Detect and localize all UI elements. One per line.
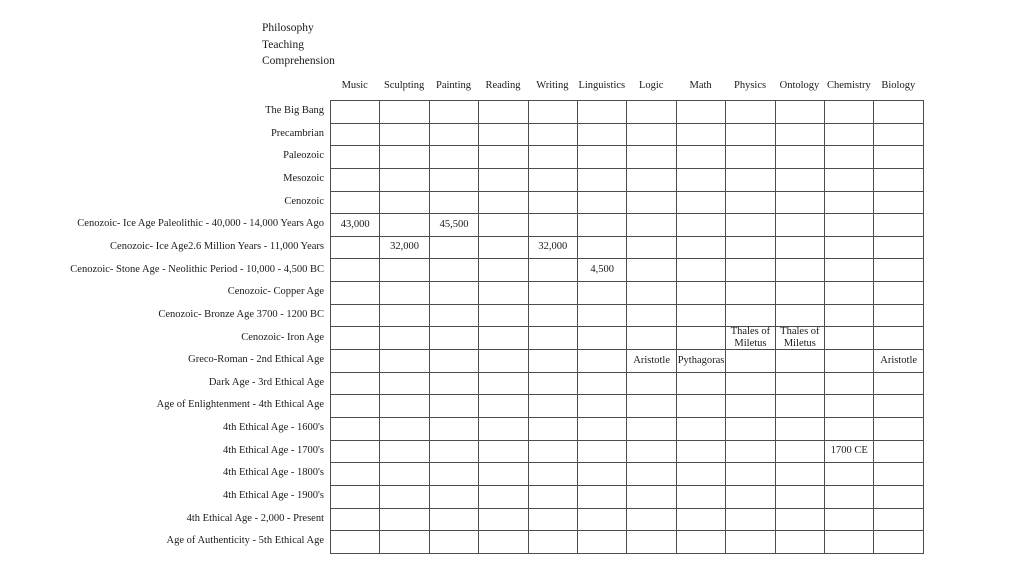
grid-cell [578,101,627,124]
grid-cell [578,350,627,373]
row-label: 4th Ethical Age - 1900's [222,490,324,502]
grid-cell [479,192,528,215]
grid-cell [331,169,380,192]
grid-cell [677,509,726,532]
grid-cell [479,509,528,532]
grid-cell [430,101,479,124]
grid-cell [380,463,429,486]
grid-cell [331,305,380,328]
grid-cell [529,146,578,169]
grid-cell [776,373,825,396]
grid-cell [430,282,479,305]
grid-cell [578,214,627,237]
grid-cell [627,418,676,441]
row-label: Cenozoic- Ice Age2.6 Million Years - 11,000 Years [110,240,324,252]
grid-cell [331,531,380,554]
grid-cell [529,418,578,441]
grid-cell [677,259,726,282]
grid-cell [380,192,429,215]
grid-cell [825,373,874,396]
grid-cell [627,305,676,328]
grid-cell [776,350,825,373]
grid-cell [529,305,578,328]
grid-cell [380,146,429,169]
grid [330,100,924,554]
grid-cell [627,237,676,260]
grid-cell [578,282,627,305]
column-header: Music [341,80,368,91]
grid-cell [479,350,528,373]
grid-cell [380,169,429,192]
grid-cell [825,214,874,237]
grid-cell [677,192,726,215]
grid-cell [578,146,627,169]
grid-cell [874,237,923,260]
grid-cell [331,418,380,441]
grid-cell [874,214,923,237]
grid-cell [529,192,578,215]
grid-cell [874,146,923,169]
column-header: Biology [881,80,916,91]
grid-cell [726,486,775,509]
grid-cell [430,418,479,441]
grid-cell [529,463,578,486]
grid-cell [578,169,627,192]
grid-cell [825,259,874,282]
grid-cell [825,463,874,486]
grid-cell [578,509,627,532]
grid-cell [430,463,479,486]
grid-cell [529,214,578,237]
grid-cell [578,305,627,328]
grid-cell [578,192,627,215]
grid-cell [726,192,775,215]
grid-cell [430,395,479,418]
grid-cell [627,169,676,192]
grid-cell [479,327,528,350]
row-label: 4th Ethical Age - 1800's [222,467,324,479]
grid-cell [331,146,380,169]
grid-cell [380,486,429,509]
grid-cell [627,509,676,532]
grid-cell [776,214,825,237]
grid-cell [430,237,479,260]
grid-cell [825,531,874,554]
grid-cell [380,441,429,464]
grid-cell [627,463,676,486]
grid-cell [529,282,578,305]
grid-cell [726,509,775,532]
grid-cell [776,146,825,169]
grid-cell [479,101,528,124]
grid-cell [726,463,775,486]
row-label: 4th Ethical Age - 1700's [222,444,324,456]
grid-cell [479,282,528,305]
grid-cell [874,531,923,554]
grid-cell [726,373,775,396]
grid-cell [430,373,479,396]
grid-cell [726,214,775,237]
row-label: Greco-Roman - 2nd Ethical Age [188,354,324,366]
grid-cell [331,486,380,509]
grid-cell: 32,000 [380,237,429,260]
grid-cell [529,169,578,192]
grid-cell [825,350,874,373]
grid-cell [479,373,528,396]
column-header: Logic [638,80,664,91]
grid-cell [776,486,825,509]
grid-cell [677,486,726,509]
grid-cell [874,418,923,441]
grid-cell [825,237,874,260]
grid-cell: Aristotle [874,350,923,373]
grid-cell [726,169,775,192]
grid-cell [776,192,825,215]
grid-cell [825,509,874,532]
row-label: 4th Ethical Age - 2,000 - Present [186,512,324,524]
grid-cell [529,327,578,350]
grid-cell [825,327,874,350]
grid-cell [331,124,380,147]
grid-cell [726,146,775,169]
grid-cell [380,395,429,418]
grid-cell [825,146,874,169]
grid-cell [825,192,874,215]
grid-cell [479,146,528,169]
column-header: Math [689,80,712,91]
grid-cell [430,509,479,532]
grid-cell [430,486,479,509]
grid-cell [331,373,380,396]
grid-cell: 1700 CE [825,441,874,464]
grid-cell: Thales of Miletus [776,327,825,350]
grid-cell [331,350,380,373]
grid-cell [677,282,726,305]
grid-cell [874,124,923,147]
grid-cell [776,418,825,441]
grid-cell [479,395,528,418]
grid-cell [331,192,380,215]
grid-cell [677,441,726,464]
row-label: The Big Bang [265,105,324,116]
grid-cell [380,305,429,328]
grid-cell [578,463,627,486]
row-label: Precambrian [270,127,324,139]
grid-cell [578,373,627,396]
grid-cell [479,169,528,192]
grid-cell [529,259,578,282]
grid-cell [578,441,627,464]
grid-cell [776,509,825,532]
grid-cell [578,395,627,418]
grid-cell [677,418,726,441]
grid-cell [380,350,429,373]
grid-cell [479,214,528,237]
grid-cell: 43,000 [331,214,380,237]
grid-cell [430,531,479,554]
grid-cell [430,146,479,169]
grid-cell [726,282,775,305]
grid-cell [479,259,528,282]
grid-cell [430,350,479,373]
grid-cell [677,305,726,328]
grid-cell [380,509,429,532]
grid-cell [825,124,874,147]
grid-cell [627,486,676,509]
grid-cell [430,259,479,282]
grid-cell [726,531,775,554]
grid-cell [825,418,874,441]
grid-cell [874,305,923,328]
grid-cell [627,531,676,554]
grid-cell [825,486,874,509]
grid-cell [874,169,923,192]
row-label: 4th Ethical Age - 1600's [222,422,324,434]
grid-cell [430,441,479,464]
row-label: Age of Enlightenment - 4th Ethical Age [156,399,324,411]
grid-cell [430,124,479,147]
grid-cell [776,441,825,464]
grid-cell [430,169,479,192]
grid-cell [331,327,380,350]
grid-cell [825,282,874,305]
grid-cell [529,531,578,554]
grid-cell [776,259,825,282]
grid-cell [776,282,825,305]
grid-cell [331,441,380,464]
grid-cell [874,327,923,350]
grid-cell [874,395,923,418]
title-line-comprehension: Comprehension [262,55,335,67]
grid-cell [776,531,825,554]
grid-cell [825,101,874,124]
grid-cell [529,350,578,373]
page-title [262,20,335,70]
grid-cell [529,441,578,464]
grid-cell [874,259,923,282]
grid-cell [874,101,923,124]
grid-cell [529,509,578,532]
grid-cell [479,486,528,509]
grid-cell: 45,500 [430,214,479,237]
column-header: Reading [485,80,521,91]
grid-cell [677,237,726,260]
grid-cell [677,373,726,396]
grid-cell [776,101,825,124]
grid-cell [578,418,627,441]
row-label: Cenozoic- Copper Age [227,286,324,298]
grid-cell [578,124,627,147]
grid-cell [380,259,429,282]
grid-cell [677,146,726,169]
grid-cell [529,101,578,124]
grid-cell [627,214,676,237]
grid-cell [677,124,726,147]
grid-cell [578,237,627,260]
grid-cell [677,463,726,486]
grid-cell [380,214,429,237]
grid-cell: 32,000 [529,237,578,260]
grid-cell [331,282,380,305]
grid-cell [776,237,825,260]
grid-cell [479,124,528,147]
row-label: Cenozoic [284,195,324,207]
grid-cell [726,441,775,464]
grid-cell [726,350,775,373]
grid-cell [331,237,380,260]
grid-cell [529,395,578,418]
row-label: Cenozoic- Stone Age - Neolithic Period - 10,000 - 4,500 BC [70,263,324,275]
grid-cell [677,531,726,554]
grid-cell [627,192,676,215]
grid-cell [627,441,676,464]
row-label: Dark Age - 3rd Ethical Age [208,376,324,388]
title-line-teaching: Teaching [262,38,304,51]
grid-cell [380,531,429,554]
row-label: Mesozoic [283,172,324,184]
grid-cell [776,305,825,328]
grid-cell [529,373,578,396]
row-label: Cenozoic- Iron Age [241,331,324,343]
title-line-philosophy: Philosophy [262,22,314,34]
grid-cell [874,192,923,215]
column-header: Linguistics [578,80,626,91]
grid-cell [479,441,528,464]
grid-cell [627,327,676,350]
grid-cell [874,509,923,532]
grid-cell [677,327,726,350]
grid-cell [825,305,874,328]
grid-cell [529,124,578,147]
grid-cell [380,124,429,147]
grid-cell [825,169,874,192]
grid-cell [627,373,676,396]
grid-cell [874,441,923,464]
grid-cell [331,259,380,282]
grid-cell [331,463,380,486]
grid-cell [479,418,528,441]
grid-cell [726,259,775,282]
grid-cell [430,305,479,328]
grid-cell [726,237,775,260]
grid-cell [874,486,923,509]
grid-cell [578,531,627,554]
grid-cell: Thales of Miletus [726,327,775,350]
grid-cell: Pythagoras [677,350,726,373]
grid-cell [776,463,825,486]
grid-cell [331,509,380,532]
grid-cell [380,101,429,124]
grid-cell [627,395,676,418]
grid-cell [479,305,528,328]
grid-cell [776,124,825,147]
grid-cell [726,395,775,418]
grid-cell [380,327,429,350]
grid-cell [874,373,923,396]
grid-cell [776,169,825,192]
grid-cell [726,418,775,441]
grid-cell [380,418,429,441]
grid-cell [677,214,726,237]
grid-cell [627,146,676,169]
grid-cell [331,395,380,418]
grid-cell [677,169,726,192]
grid-cell [331,101,380,124]
grid-cell [529,486,578,509]
row-label: Cenozoic- Bronze Age 3700 - 1200 BC [158,308,324,320]
grid-cell [479,463,528,486]
grid-cell [380,282,429,305]
grid-cell [430,327,479,350]
grid-cell [726,124,775,147]
grid-cell [627,124,676,147]
row-label: Age of Authenticity - 5th Ethical Age [166,535,324,547]
grid-cell [677,101,726,124]
grid-cell [776,395,825,418]
column-header: Chemistry [826,80,871,91]
column-header: Ontology [779,80,820,91]
grid-cell [578,327,627,350]
column-header: Painting [436,80,472,91]
row-label: Paleozoic [283,150,324,162]
row-label: Cenozoic- Ice Age Paleolithic - 40,000 - 14,000 Years Ago [77,218,324,230]
grid-cell: 4,500 [578,259,627,282]
grid-cell [627,101,676,124]
column-header: Writing [536,80,569,91]
grid-cell [677,395,726,418]
grid-cell: Aristotle [627,350,676,373]
grid-cell [479,531,528,554]
grid-cell [874,282,923,305]
grid-cell [380,373,429,396]
grid-cell [627,282,676,305]
grid-cell [726,305,775,328]
grid-cell [627,259,676,282]
grid-cell [726,101,775,124]
column-header: Sculpting [383,80,425,91]
grid-cell [479,237,528,260]
grid-cell [874,463,923,486]
grid-cell [578,486,627,509]
column-header: Physics [733,80,767,91]
grid-cell [825,395,874,418]
grid-cell [430,192,479,215]
